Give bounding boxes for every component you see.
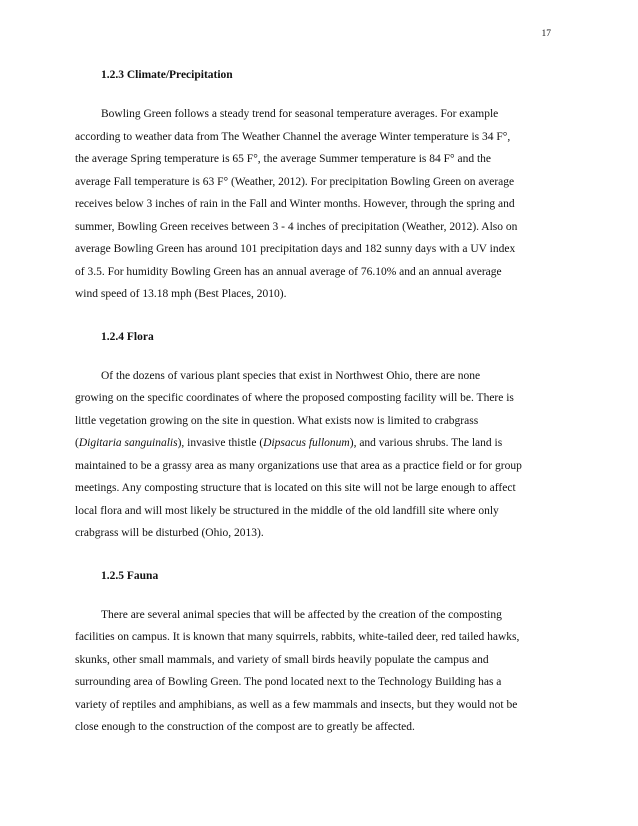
text-line: variety of reptiles and amphibians, as well as a few mammals and insects, but they would not be bbox=[75, 698, 518, 711]
text-line: maintained to be a grassy area as many organizations use that area as a practice field or for group bbox=[75, 459, 522, 472]
text-line: skunks, other small mammals, and variety of small birds heavily populate the campus and bbox=[75, 653, 489, 666]
text-line: wind speed of 13.18 mph (Best Places, 2010). bbox=[75, 288, 287, 300]
text-line: surrounding area of Bowling Green. The pond located next to the Technology Building has a bbox=[75, 676, 502, 688]
section-flora bbox=[75, 328, 563, 545]
paragraph-climate bbox=[75, 103, 563, 306]
page-number: 17 bbox=[541, 29, 551, 39]
text-line: local flora and will most likely be structured in the middle of the old landfill site where only bbox=[75, 504, 499, 517]
text-line: facilities on campus. It is known that many squirrels, rabbits, white-tailed deer, red tailed hawks, bbox=[75, 631, 520, 643]
species-name: Digitaria sanguinalis bbox=[78, 437, 178, 449]
section-heading-flora: 1.2.4 Flora bbox=[101, 330, 154, 343]
text-line: of 3.5. For humidity Bowling Green has an annual average of 76.10% and an annual average bbox=[75, 265, 502, 278]
text-line: (Digitaria sanguinalis), invasive thistle (Dipsacus fullonum), and various shrubs. The land is bbox=[75, 437, 503, 449]
text-line: average Bowling Green has around 101 precipitation days and 182 sunny days with a UV index bbox=[75, 243, 516, 255]
text-line: the average Spring temperature is 65 F°, the average Summer temperature is 84 F° and the bbox=[75, 153, 492, 165]
species-name: Dipsacus fullonum bbox=[263, 437, 350, 449]
paragraph-flora bbox=[75, 365, 563, 545]
text-line: meetings. Any composting structure that is located on this site will not be large enough to affect bbox=[75, 482, 516, 494]
text-line: close enough to the construction of the compost are to greatly be affected. bbox=[75, 721, 415, 733]
text-line: average Fall temperature is 63 F° (Weather, 2012). For precipitation Bowling Green on average bbox=[75, 175, 515, 188]
text-line: growing on the specific coordinates of where the proposed composting facility will be. There is bbox=[75, 392, 514, 404]
paragraph-fauna bbox=[75, 604, 563, 739]
text-line: crabgrass will be disturbed (Ohio, 2013). bbox=[75, 527, 264, 539]
section-heading-climate: 1.2.3 Climate/Precipitation bbox=[101, 69, 233, 81]
text-line: Bowling Green follows a steady trend for seasonal temperature averages. For example bbox=[101, 108, 499, 120]
section-climate bbox=[75, 66, 563, 306]
text-line: There are several animal species that will be affected by the creation of the composting bbox=[101, 608, 502, 621]
section-fauna bbox=[75, 567, 563, 739]
document-body bbox=[75, 66, 563, 739]
text-line: little vegetation growing on the site in question. What exists now is limited to crabgrass bbox=[75, 414, 479, 427]
text-line: according to weather data from The Weather Channel the average Winter temperature is 34 F°, bbox=[75, 130, 511, 143]
text-line: receives below 3 inches of rain in the Fall and Winter months. However, through the spring and bbox=[75, 198, 515, 210]
text-line: summer, Bowling Green receives between 3 - 4 inches of precipitation (Weather, 2012). Also on bbox=[75, 220, 518, 233]
section-heading-fauna: 1.2.5 Fauna bbox=[101, 569, 159, 582]
text-line: Of the dozens of various plant species that exist in Northwest Ohio, there are none bbox=[101, 369, 481, 382]
